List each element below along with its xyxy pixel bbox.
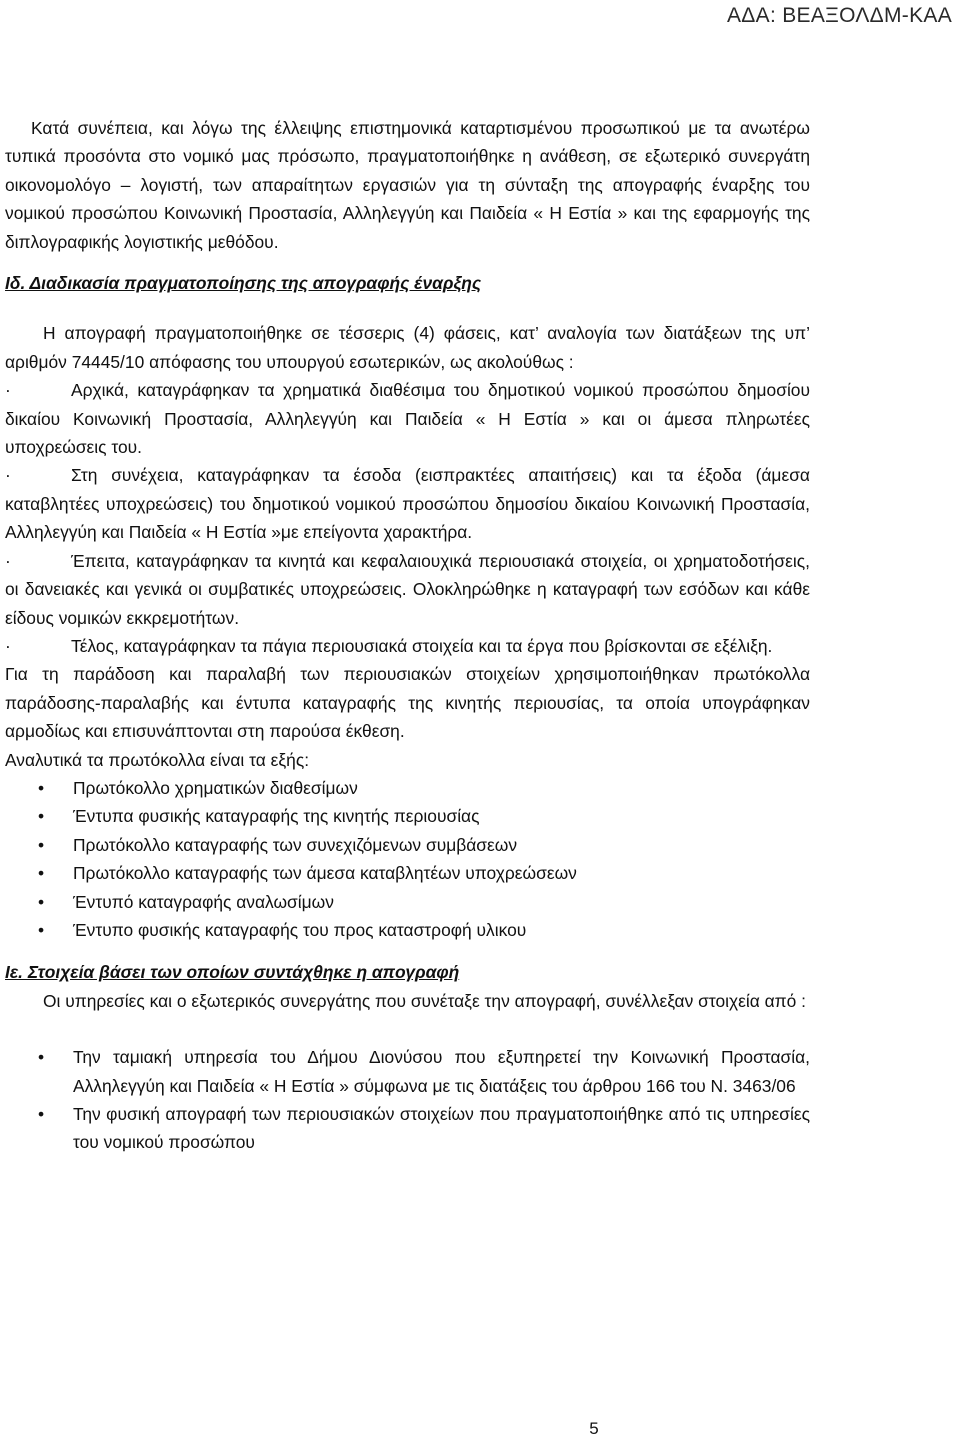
section-id-paragraph-2: Για τη παράδοση και παραλαβή των περιουσιακών στοιχείων χρησιμοποιήθηκαν πρωτόκολλα παράδοσης-παραλαβής και έντυπα καταγραφής της κινητής περιουσίας, τα οποία υπογράφηκαν αρμοδίως και επισυνάπτονται στη παρούσα έκθεση. xyxy=(5,664,810,742)
phase-item xyxy=(5,376,810,461)
section-heading-ie: Ιε. Στοιχεία βάσει των οποίων συντάχθηκε η απογραφή xyxy=(5,962,460,983)
intro-paragraph: Κατά συνέπεια, και λόγω της έλλειψης επιστημονικά καταρτισμένου προσωπικού με τα ανωτέρω τυπικά προσόντα στο νομικό μας πρόσωπο, πραγματοποιήθηκε η ανάθεση, σε εξωτερικό συνεργάτη οικονομολόγο – λογιστή, των απαραίτητων εργασιών για τη σύνταξη της απογραφής έναρξης του νομικού προσώπου Κοινωνική Προστασία, Αλληλεγγύη και Παιδεία « Η Εστία » και της εφαρμογής της διπλογραφικής λογιστικής μεθόδου. xyxy=(5,118,810,252)
list-item: • Την ταμιακή υπηρεσία του Δήμου Διονύσου που εξυπηρετεί την Κοινωνική Προστασία, Αλληλεγγύη και Παιδεία « Η Εστία » σύμφωνα με τις διατάξεις του άρθρου 166 του Ν. 3463/06 xyxy=(5,1043,810,1100)
ada-code: ΑΔΑ: ΒΕΑΞΟΛΔΜ-ΚΑΑ xyxy=(727,4,952,27)
bullet-icon: • xyxy=(38,891,45,912)
section-id-paragraph-1: Η απογραφή πραγματοποιήθηκε σε τέσσερις (4) φάσεις, κατ’ αναλογία των διατάξεων της υπ’ αριθμόν 74445/10 απόφασης του υπουργού εσωτερικών, ως ακολούθως : xyxy=(5,323,810,372)
bullet-icon: • xyxy=(38,863,45,884)
document-body xyxy=(5,114,810,1157)
phase-item xyxy=(5,547,810,632)
bullet-icon: • xyxy=(38,919,45,940)
list-item: • Έντυπα φυσικής καταγραφής της κινητής περιουσίας xyxy=(5,802,810,830)
list-item: • Πρωτόκολλο χρηματικών διαθεσίμων xyxy=(5,774,810,802)
bullet-icon: • xyxy=(38,806,45,827)
phase-text: Έπειτα, καταγράφηκαν τα κινητά και κεφαλαιουχικά περιουσιακά στοιχεία, οι χρηματοδοτήσεις, οι δανειακές και γενικά οι συμβατικές υποχρεώσεις. Ολοκληρώθηκε η καταγραφή των εσόδων και κάθε είδους νομικών εκκρεμοτήτων. xyxy=(5,550,810,628)
sources-list xyxy=(5,1043,810,1157)
phase-text: Τέλος, καταγράφηκαν τα πάγια περιουσιακά στοιχεία και τα έργα που βρίσκονται σε εξέλιξη. xyxy=(71,635,773,656)
page-number: 5 xyxy=(589,1419,599,1438)
bullet-icon: • xyxy=(38,777,45,798)
phase-marker: · xyxy=(5,635,11,656)
phase-marker: · xyxy=(5,550,11,571)
phase-marker: · xyxy=(5,380,11,401)
section-heading-id: Ιδ. Διαδικασία πραγματοποίησης της απογραφής έναρξης xyxy=(5,273,482,294)
list-item: • Πρωτόκολλο καταγραφής των άμεσα καταβλητέων υποχρεώσεων xyxy=(5,859,810,887)
bullet-icon: • xyxy=(38,1047,45,1068)
bullet-icon: • xyxy=(38,1104,45,1124)
list-item: • Έντυπο φυσικής καταγραφής του προς καταστροφή υλικου xyxy=(5,916,810,944)
phase-marker: · xyxy=(5,465,11,486)
phase-item xyxy=(5,632,810,660)
list-item: • Την φυσική απογραφή των περιουσιακών στοιχείων που πραγματοποιήθηκε από τις υπηρεσίες του νομικού προσώπου xyxy=(5,1100,810,1157)
phase-item xyxy=(5,461,810,546)
section-ie-paragraph-1: Οι υπηρεσίες και ο εξωτερικός συνεργάτης που συνέταξε την απογραφή, συνέλλεξαν στοιχεία από : xyxy=(43,990,807,1011)
section-id-paragraph-3: Αναλυτικά τα πρωτόκολλα είναι τα εξής: xyxy=(5,749,310,770)
bullet-icon: • xyxy=(38,834,45,855)
phase-text: Στη συνέχεια, καταγράφηκαν τα έσοδα (εισπρακτέες απαιτήσεις) και τα έξοδα (άμεσα καταβλητέες υποχρεώσεις) του δημοτικού νομικού προσώπου δημοσίου δικαίου Κοινωνική Προστασία, Αλληλεγγύη και Παιδεία « Η Εστία »με επείγοντα χαρακτήρα. xyxy=(5,465,810,543)
phase-text: Αρχικά, καταγράφηκαν τα χρηματικά διαθέσιμα του δημοτικού νομικού προσώπου δημοσίου δικαίου Κοινωνική Προστασία, Αλληλεγγύη και Παιδεία « Η Εστία » και οι άμεσα πληρωτέες υποχρεώσεις του. xyxy=(5,380,810,458)
list-item: • Έντυπό καταγραφής αναλωσίμων xyxy=(5,888,810,916)
protocol-list xyxy=(5,774,810,944)
list-item: • Πρωτόκολλο καταγραφής των συνεχιζόμενων συμβάσεων xyxy=(5,831,810,859)
